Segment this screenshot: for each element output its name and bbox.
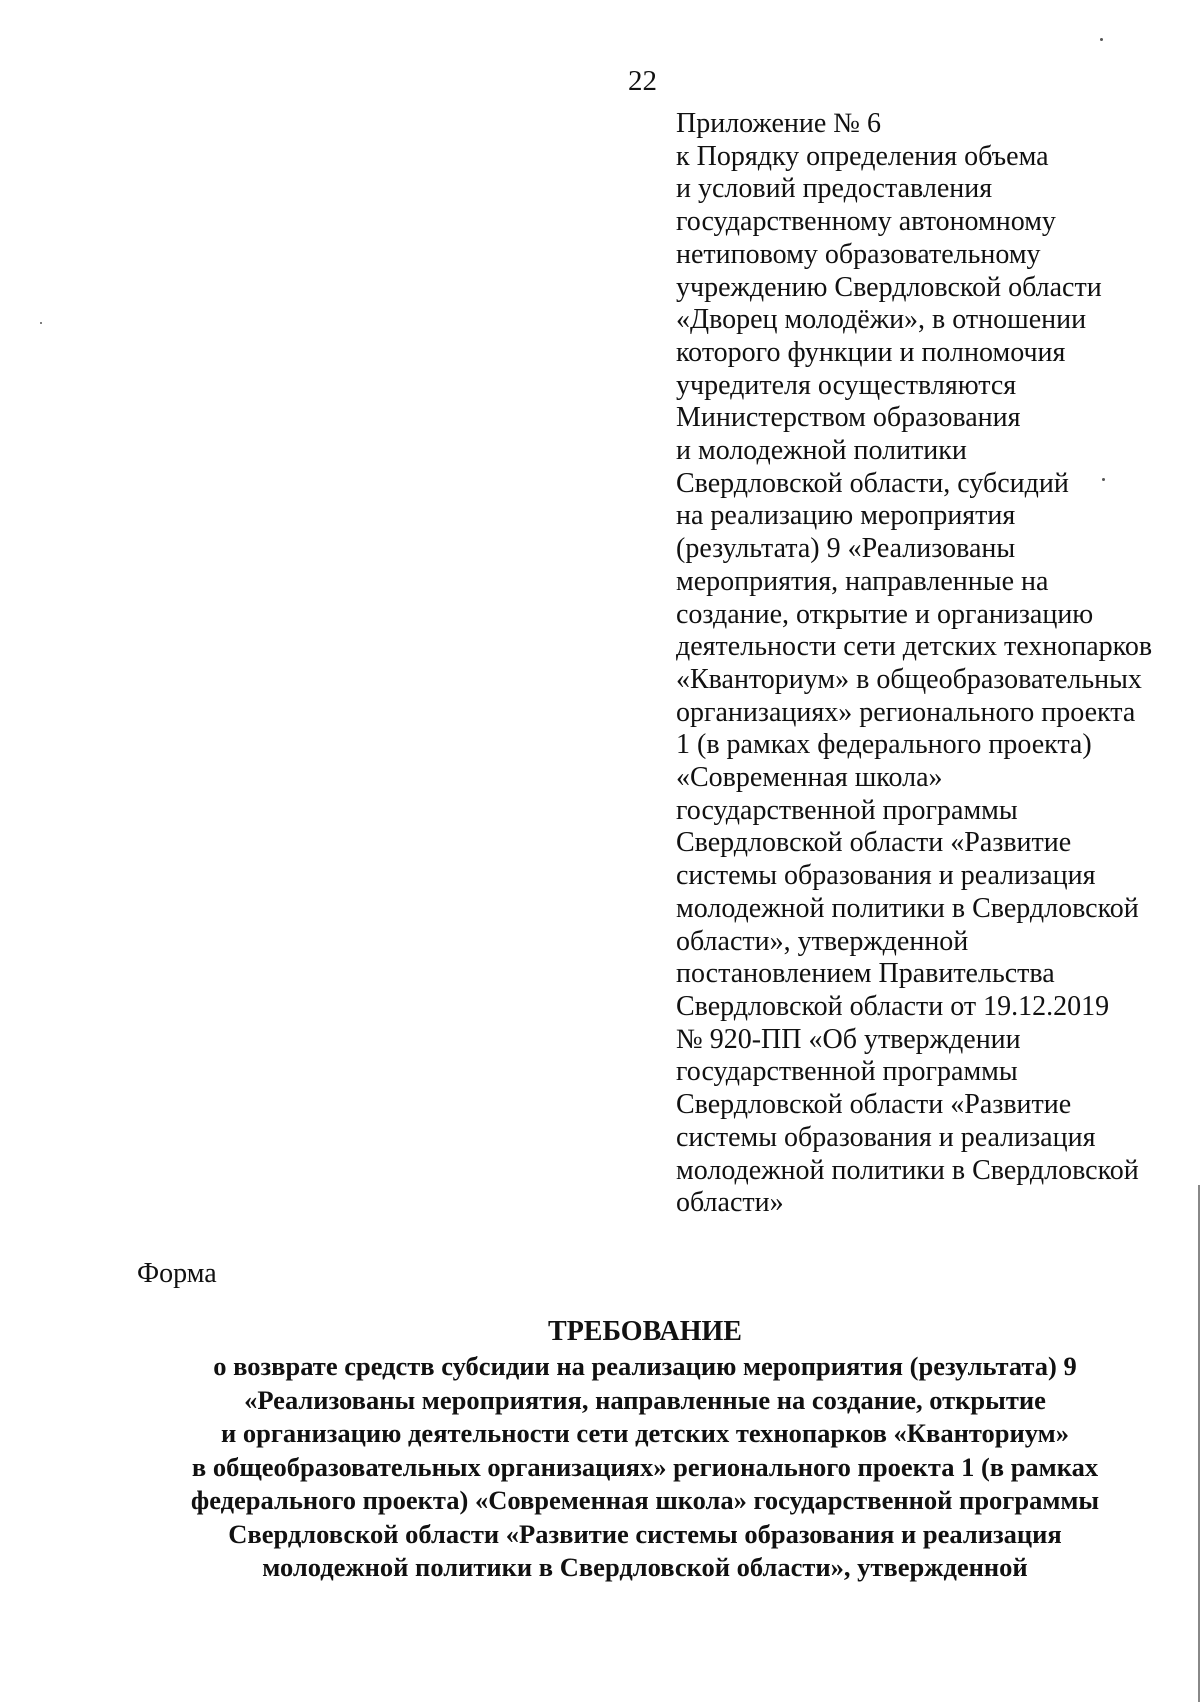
annex-line: мероприятия, направленные на (676, 565, 1049, 597)
annex-line: на реализацию мероприятия (676, 500, 1016, 532)
annex-line: области», утвержденной (676, 925, 969, 957)
annex-line: постановлением Правительства (676, 958, 1055, 990)
annex-line: учредителя осуществляются (676, 369, 1017, 401)
subtitle-line: федерального проекта) «Современная школа» государственной программы (190, 1485, 1100, 1515)
annex-line: системы образования и реализация (676, 1121, 1096, 1153)
annex-line: которого функции и полномочия (676, 336, 1066, 368)
annex-line: молодежной политики в Свердловской (676, 892, 1139, 924)
annex-line: и молодежной политики (676, 435, 967, 467)
annex-line: Свердловской области «Развитие (676, 1089, 1072, 1121)
subtitle-line: «Реализованы мероприятия, направленные на создание, открытие (244, 1384, 1046, 1415)
scan-speck (40, 322, 42, 324)
annex-line: «Дворец молодёжи», в отношении (676, 304, 1087, 336)
annex-line: «Кванториум» в общеобразовательных (676, 663, 1142, 695)
annex-line: учреждению Свердловской области (676, 271, 1102, 303)
annex-line: и условий предоставления (676, 173, 993, 205)
annex-line: государственному автономному (676, 206, 1056, 238)
subtitle-line: Свердловской области «Развитие системы образования и реализация (228, 1518, 1062, 1549)
annex-line: молодежной политики в Свердловской (676, 1154, 1139, 1186)
annex-line: Свердловской области от 19.12.2019 (676, 990, 1110, 1022)
annex-line: 1 (в рамках федерального проекта) (676, 729, 1092, 761)
annex-line: Министерством образования (676, 402, 1021, 434)
subtitle-line: и организацию деятельности сети детских технопарков «Кванториум» (221, 1418, 1069, 1448)
annex-line: Свердловской области «Развитие (676, 827, 1072, 859)
subtitle-line: молодежной политики в Свердловской области», утвержденной (262, 1552, 1028, 1582)
page-number: 22 (628, 65, 657, 97)
subtitle-line: о возврате средств субсидии на реализацию мероприятия (результата) 9 (213, 1351, 1077, 1381)
annex-line: «Современная школа» (676, 762, 943, 794)
annex-line: системы образования и реализация (676, 860, 1096, 892)
scan-speck (1100, 38, 1103, 41)
annex-line: государственной программы (676, 1056, 1018, 1088)
annex-line: Приложение № 6 (676, 108, 881, 139)
document-title: ТРЕБОВАНИЕ (548, 1316, 742, 1347)
annex-line: создание, открытие и организацию (676, 598, 1094, 630)
annex-line: (результата) 9 «Реализованы (676, 533, 1016, 565)
annex-line: Свердловской области, субсидий (676, 467, 1069, 499)
annex-line: области» (676, 1187, 784, 1219)
annex-line: № 920-ПП «Об утверждении (676, 1023, 1021, 1055)
annex-line: организациях» регионального проекта (676, 696, 1136, 728)
annex-line: нетиповому образовательному (676, 238, 1041, 270)
annex-line: государственной программы (676, 794, 1018, 826)
document-subtitle (0, 1350, 1200, 1585)
scan-speck (1102, 478, 1105, 481)
annex-header (676, 108, 1176, 1220)
annex-line: к Порядку определения объема (676, 140, 1049, 172)
form-label: Форма (137, 1258, 217, 1289)
annex-line: деятельности сети детских технопарков (676, 631, 1153, 663)
subtitle-line: в общеобразовательных организациях» регионального проекта 1 (в рамках (191, 1451, 1099, 1482)
